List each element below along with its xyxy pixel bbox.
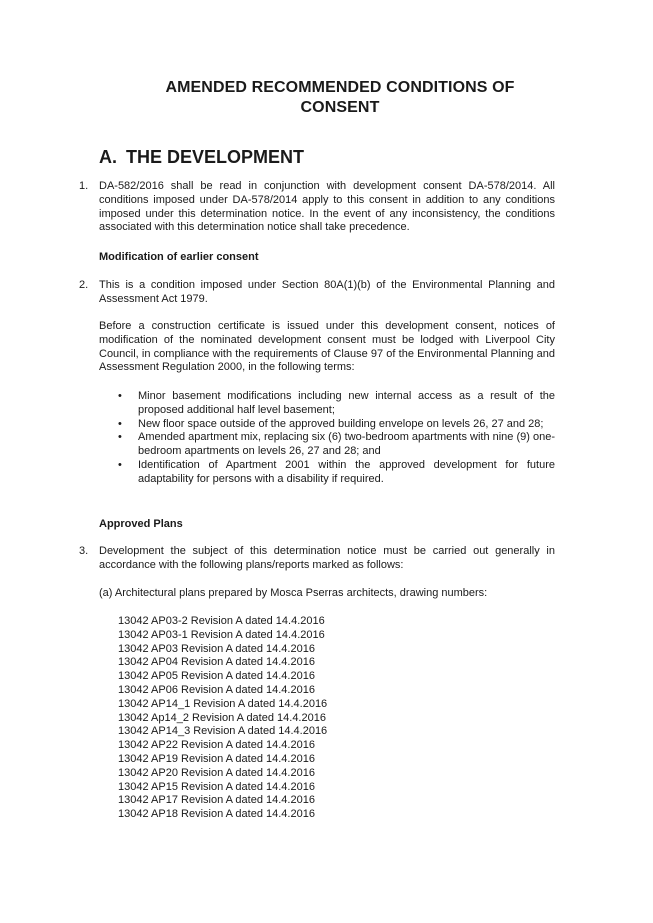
- condition-text-continued: Before a construction certificate is issued under this development consent, notices of modification of the nominated development consent must be lodged with Liverpool City Council, in compliance with the requirements of Clause 97 of the Environmental Planning and Assessment Regulation 2000, in the following terms:: [99, 320, 555, 374]
- list-item: 13042 AP06 Revision A dated 14.4.2016: [118, 683, 315, 696]
- list-item: 13042 AP14_3 Revision A dated 14.4.2016: [118, 725, 328, 738]
- list-item: 13042 AP03 Revision A dated 14.4.2016: [118, 642, 315, 655]
- list-item: 13042 AP14_1 Revision A dated 14.4.2016: [118, 697, 328, 710]
- condition-number: 1.: [79, 180, 89, 192]
- document-title-line-2: CONSENT: [300, 99, 380, 116]
- document-title: [120, 78, 560, 118]
- list-item: 13042 AP03-1 Revision A dated 14.4.2016: [118, 628, 325, 641]
- condition-text-continued: (a) Architectural plans prepared by Mosca Pserras architects, drawing numbers:: [99, 587, 488, 599]
- condition-subheading: Approved Plans: [99, 518, 183, 530]
- bullet-icon: •: [118, 458, 122, 471]
- list-item: [115, 418, 555, 432]
- list-item: 13042 AP17 Revision A dated 14.4.2016: [118, 794, 315, 807]
- list-item-text: Minor basement modifications including new internal access as a result of the proposed additional half level basement;: [138, 390, 555, 416]
- bullet-icon: •: [118, 390, 122, 402]
- document-title-line-1: AMENDED RECOMMENDED CONDITIONS OF: [165, 79, 515, 96]
- section-heading: [99, 146, 304, 168]
- condition-text: DA-582/2016 shall be read in conjunction with development consent DA-578/2014. All conditions imposed under DA-578/2014 apply to this consent in addition to any conditions imposed under this determination notice. In the event of any inconsistency, the conditions associated with this determination notice shall take precedence.: [99, 180, 555, 234]
- list-item: 13042 AP18 Revision A dated 14.4.2016: [118, 808, 315, 821]
- list-item: [115, 431, 555, 459]
- bullet-icon: •: [118, 431, 122, 444]
- section-letter: A.: [99, 147, 117, 167]
- list-item: [115, 390, 555, 418]
- list-item: 13042 AP19 Revision A dated 14.4.2016: [118, 752, 315, 765]
- bullet-icon: •: [118, 417, 122, 430]
- list-item: 13042 AP20 Revision A dated 14.4.2016: [118, 766, 315, 779]
- condition-subheading: Modification of earlier consent: [99, 251, 259, 263]
- modification-terms-list: [115, 390, 555, 487]
- condition-text: Development the subject of this determination notice must be carried out generally in accordance with the following plans/reports marked as follows:: [99, 545, 555, 571]
- list-item: 13042 AP22 Revision A dated 14.4.2016: [118, 739, 315, 752]
- condition-number: 2.: [79, 279, 89, 291]
- list-item-text: New floor space outside of the approved building envelope on levels 26, 27 and 28;: [138, 417, 544, 430]
- list-item: 13042 AP15 Revision A dated 14.4.2016: [118, 780, 315, 793]
- condition-text: This is a condition imposed under Section 80A(1)(b) of the Environmental Planning and Assessment Act 1979.: [99, 279, 555, 305]
- drawing-numbers-list: [118, 615, 327, 822]
- list-item: [115, 459, 555, 487]
- list-item: 13042 Ap14_2 Revision A dated 14.4.2016: [118, 711, 326, 724]
- list-item: 13042 AP04 Revision A dated 14.4.2016: [118, 656, 315, 669]
- condition-number: 3.: [79, 545, 89, 557]
- list-item-text: Amended apartment mix, replacing six (6) two-bedroom apartments with nine (9) one-bedroom apartments on levels 26, 27 and 28; and: [138, 431, 555, 458]
- list-item: 13042 AP03-2 Revision A dated 14.4.2016: [118, 615, 325, 627]
- list-item-text: Identification of Apartment 2001 within the approved development for future adaptability for persons with a disability if required.: [138, 458, 555, 485]
- section-title: THE DEVELOPMENT: [126, 147, 305, 167]
- list-item: 13042 AP05 Revision A dated 14.4.2016: [118, 670, 315, 683]
